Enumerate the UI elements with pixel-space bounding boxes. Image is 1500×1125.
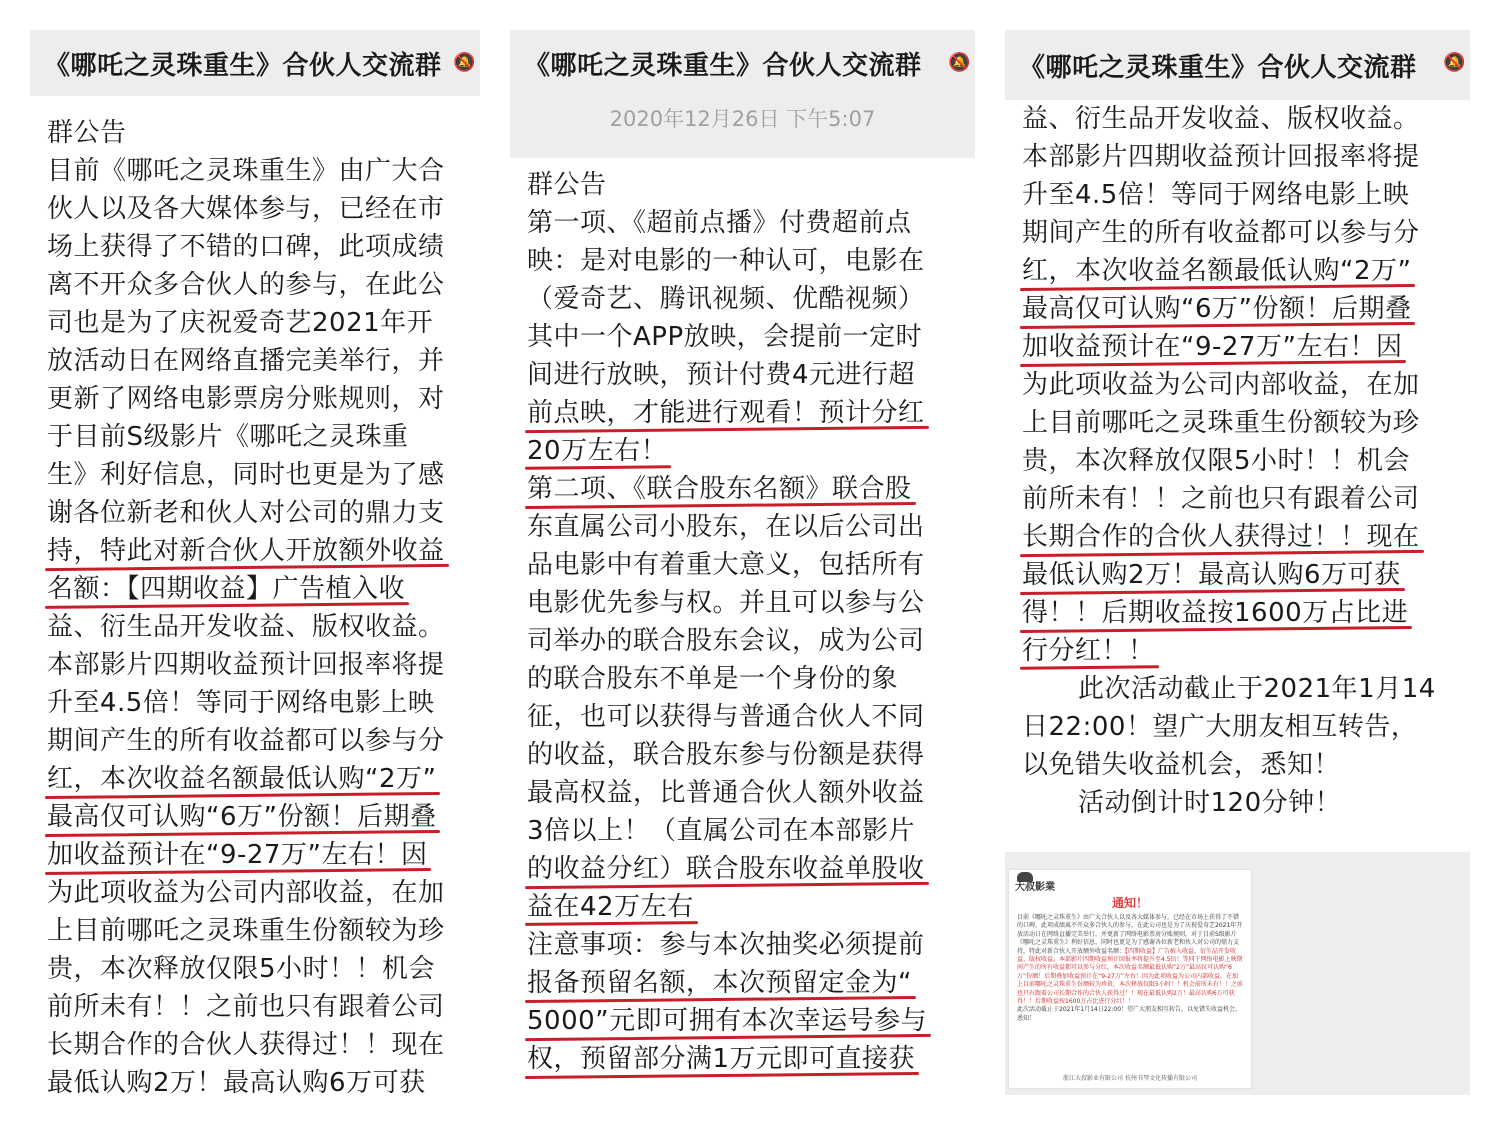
text-line: 的收益，联合股东参与份额是获得 <box>527 740 925 770</box>
text-line: 第一项、《超前点播》付费超前点 <box>527 208 912 238</box>
text-line: 东直属公司小股东，在以后公司出 <box>527 512 925 542</box>
text-line: 贵，本次释放仅限5小时！！机会 <box>1022 446 1411 476</box>
underlined-text: 长期合作的合伙人获得过！！现在 <box>1022 522 1420 552</box>
chat-header[interactable] <box>30 30 480 96</box>
text-line: 更新了网络电影票房分账规则，对 <box>47 384 445 414</box>
underlined-text: 第二项、《联合股东名额》联合股 <box>527 474 912 504</box>
underlined-text: 红，本次收益名额最低认购“2万” <box>1022 256 1412 286</box>
text-line: 上目前哪吒之灵珠重生份额较为珍 <box>1022 408 1420 438</box>
underlined-text: 5000”元即可拥有本次幸运号参与 <box>527 1006 928 1036</box>
text-line: 品电影中有着重大意义，包括所有 <box>527 550 925 580</box>
text-line <box>1022 328 1466 366</box>
notice-footer: 浙江大叔影业有限公司 杭州书琴文化传播有限公司 <box>1063 1075 1197 1082</box>
text-line <box>527 1040 971 1078</box>
text-line: 日22:00！望广大朋友相互转告， <box>1022 712 1418 742</box>
chat-header[interactable] <box>510 30 975 96</box>
announcement-body <box>30 96 480 1102</box>
text-line: 群公告 <box>47 118 127 148</box>
text-line: 场上获得了不错的口碑，此项成绩 <box>47 232 445 262</box>
underlined-text: 最高仅可认购“6万”份额！后期叠 <box>47 802 437 832</box>
text-line: 为此项收益为公司内部收益，在加 <box>47 878 445 908</box>
underlined-text: 名额：【四期收益】广告植入收 <box>47 574 406 604</box>
text-line: 最高权益，比普通合伙人额外收益 <box>527 778 925 808</box>
underlined-text: 行分红！！ <box>1022 636 1155 666</box>
text-line: 其中一个APP放映，会提前一定时 <box>527 322 923 352</box>
bell-off-icon: 🔕 <box>453 52 476 73</box>
text-line: 此次活动截止于2021年1月14 <box>1078 674 1436 704</box>
bell-off-icon: 🔕 <box>948 52 971 73</box>
underlined-text: 益在42万左右 <box>527 892 694 922</box>
text-line: 司也是为了庆祝爱奇艺2021年开 <box>47 308 434 338</box>
text-line: 本部影片四期收益预计回报率将提 <box>47 650 445 680</box>
text-line: 于目前S级影片《哪吒之灵珠重 <box>47 422 409 452</box>
text-line <box>527 1002 971 1040</box>
text-line: 注意事项：参与本次抽奖必须提前 <box>527 930 925 960</box>
notice-highlight: 【四期收益】广告植入收益、衍生品开发收益、版权收益。本部影片四期收益预计回报率将提升至4.5倍！等同于网络电影上映期间产生的所有收益都可以参与分红，本次收益名额最低认购“2万”最高仅可认购“6万”份额！后期叠加收益预计在“9-27万”左右！因为此项收益为公司内部收益，在加上目前哪吒之灵珠重生份额较为珍贵，本次释放仅限5小时！！机会前所未有！！之前也只有跟着公司长期合作的合伙人获得过！！现在最低认购2万！最高认购6万可获得！！后期收益按1600万占比进行分红！！ <box>1017 947 1243 1006</box>
text-line: 升至4.5倍！等同于网络电影上映 <box>47 688 435 718</box>
text-line <box>1022 518 1466 556</box>
text-line: 长期合作的合伙人获得过！！现在 <box>47 1030 445 1060</box>
divider <box>510 142 975 158</box>
underlined-text: 20万左右！ <box>527 436 668 466</box>
text-line: 谢各位新老和伙人对公司的鼎力支 <box>47 498 445 528</box>
text-line <box>47 570 476 608</box>
text-line: 离不开众多合伙人的参与，在此公 <box>47 270 445 300</box>
text-line: 司举办的联合股东会议，成为公司 <box>527 626 925 656</box>
text-line: 为此项收益为公司内部收益，在加 <box>1022 370 1420 400</box>
underlined-text: 加收益预计在“9-27万”左右！因 <box>1022 332 1403 362</box>
text-line: 放活动日在网络直播完美举行，并 <box>47 346 445 376</box>
text-line: 前所未有！！之前也只有跟着公司 <box>47 992 445 1022</box>
underlined-text: 报备预留名额，本次预留定金为“ <box>527 968 912 998</box>
screenshot-panel-2 <box>510 30 975 1088</box>
notice-title: 通知！ <box>1111 896 1148 910</box>
text-line <box>47 532 476 570</box>
text-line: 映：是对电影的一种认可，电影在 <box>527 246 925 276</box>
chat-title: 《哪吒之灵珠重生》合伙人交流群 <box>524 50 922 81</box>
announcement-body <box>510 158 975 1078</box>
text-line: 活动倒计时120分钟！ <box>1078 788 1342 818</box>
text-line: 电影优先参与权。并且可以参与公 <box>527 588 925 618</box>
text-line <box>47 798 476 836</box>
underlined-text: 红，本次收益名额最低认购“2万” <box>47 764 437 794</box>
underlined-text: 得！！后期收益按1600万占比进 <box>1022 598 1409 628</box>
text-line: 升至4.5倍！等同于网络电影上映 <box>1022 180 1410 210</box>
text-line <box>1022 556 1466 594</box>
text-line: 益、衍生品开发收益、版权收益。 <box>1022 104 1420 134</box>
text-line <box>527 470 971 508</box>
text-line: 期间产生的所有收益都可以参与分 <box>1022 218 1420 248</box>
underlined-text: 加收益预计在“9-27万”左右！因 <box>47 840 428 870</box>
text-line: 益、衍生品开发收益、版权收益。 <box>47 612 445 642</box>
text-line: 前所未有！！之前也只有跟着公司 <box>1022 484 1420 514</box>
notice-image[interactable] <box>1009 870 1251 1088</box>
screenshot-panel-1 <box>30 30 480 1110</box>
text-line: 目前《哪吒之灵珠重生》由广大合 <box>47 156 445 186</box>
underlined-text: 最高仅可认购“6万”份额！后期叠 <box>1022 294 1412 324</box>
text-line <box>527 888 971 926</box>
chat-header[interactable] <box>1005 30 1470 100</box>
text-line <box>47 836 476 874</box>
notice-text <box>1017 914 1243 1023</box>
announcement-body <box>1005 100 1470 822</box>
text-line: 贵，本次释放仅限5小时！！机会 <box>47 954 436 984</box>
text-line <box>1022 252 1466 290</box>
chat-title: 《哪吒之灵珠重生》合伙人交流群 <box>44 50 442 81</box>
text-line <box>527 394 971 432</box>
underlined-text: 持，特此对新合伙人开放额外收益 <box>47 536 445 566</box>
text-line: 间进行放映，预计付费4元进行超 <box>527 360 916 390</box>
text-line: 以免错失收益机会，悉知！ <box>1022 750 1341 780</box>
text-line: 本部影片四期收益预计回报率将提 <box>1022 142 1420 172</box>
underlined-text: 的收益分红）联合股东收益单股收 <box>527 854 925 884</box>
company-logo: 大叔影業 <box>1015 882 1055 893</box>
text-line <box>1022 290 1466 328</box>
underlined-text: 前点映，才能进行观看！预计分红 <box>527 398 925 428</box>
underlined-text: 最低认购2万！最高认购6万可获 <box>1022 560 1401 590</box>
text-line <box>1022 632 1466 670</box>
bell-off-icon: 🔕 <box>1443 52 1466 73</box>
text-line: 上目前哪吒之灵珠重生份额较为珍 <box>47 916 445 946</box>
chat-title: 《哪吒之灵珠重生》合伙人交流群 <box>1019 52 1417 83</box>
text-line <box>1022 594 1466 632</box>
text-line: 的联合股东不单是一个身份的象 <box>527 664 899 694</box>
text-line <box>47 760 476 798</box>
underlined-text: 权，预留部分满1万元即可直接获 <box>527 1044 916 1074</box>
text-line: 群公告 <box>527 170 607 200</box>
notice-paragraph-end: 此次活动截止于2021年1月14日22:00！望广大朋友相互转告，以免错失收益机会，悉知！ <box>1017 1006 1242 1022</box>
text-line: 最低认购2万！最高认购6万可获 <box>47 1068 426 1098</box>
text-line: 3倍以上！（直属公司在本部影片 <box>527 816 916 846</box>
text-line: 征，也可以获得与普通合伙人不同 <box>527 702 925 732</box>
text-line: 生》利好信息，同时也更是为了感 <box>47 460 445 490</box>
text-line <box>527 432 971 470</box>
notice-paragraph: 目前《哪吒之灵珠重生》由广大合伙人以及各大媒体参与，已经在市场上获得了不错的口碑，此项成绩离不开众多合伙人的参与，在此公司也是为了庆祝爱奇艺2021年开放活动日在网络直播完美举行，并更新了网络电影票房分账规则，对于目前S级影片《哪吒之灵珠重生》利好信息，同时也更是为了感谢各位新老和伙人对公司的鼎力支持，特此对新合伙人开放额外收益名额： <box>1017 914 1243 955</box>
text-line: 伙人以及各大媒体参与，已经在市 <box>47 194 445 224</box>
screenshot-panel-3 <box>1005 30 1470 1095</box>
text-line <box>527 964 971 1002</box>
text-line <box>527 850 971 888</box>
text-line: 期间产生的所有收益都可以参与分 <box>47 726 445 756</box>
notice-image-message[interactable] <box>1005 852 1470 1095</box>
message-timestamp: 2020年12月26日 下午5:07 <box>510 96 975 142</box>
text-line: （爱奇艺、腾讯视频、优酷视频） <box>527 284 925 314</box>
